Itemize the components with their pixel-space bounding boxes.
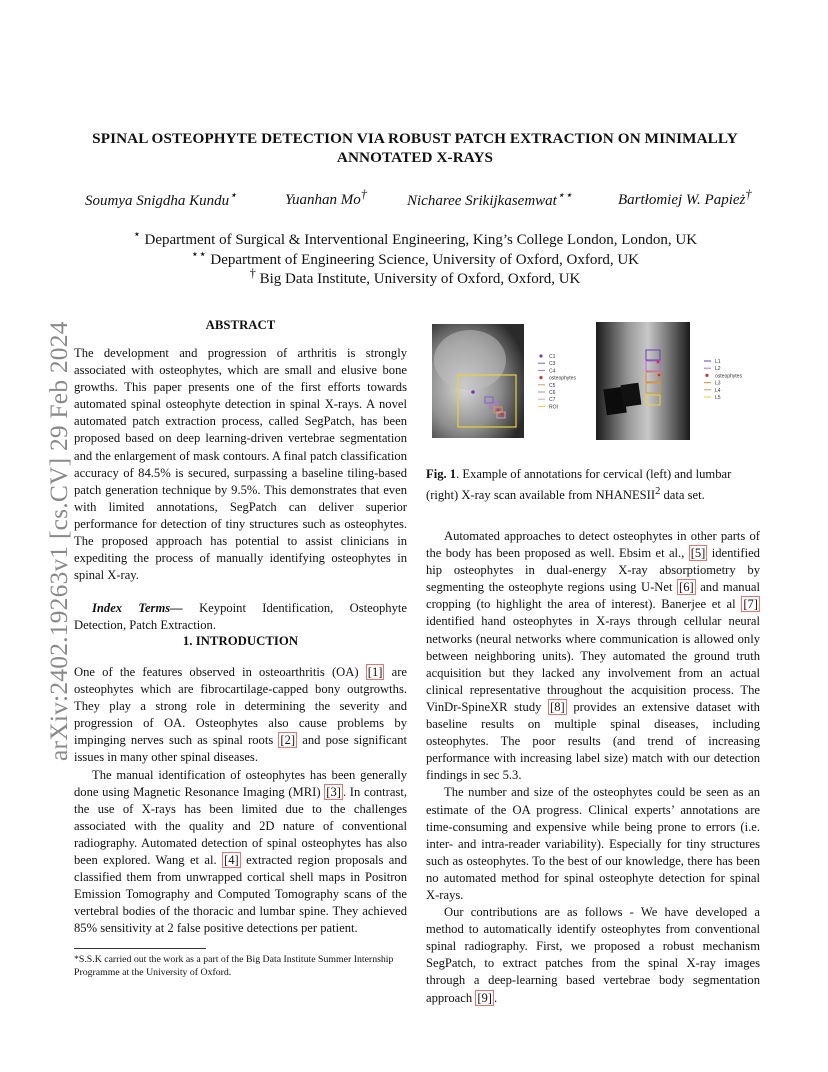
intro-body — [74, 664, 407, 938]
legend-label: L4 — [715, 387, 721, 394]
abstract-body — [74, 345, 407, 635]
legend-swatch — [539, 354, 542, 357]
title-line-1: SPINAL OSTEOPHYTE DETECTION VIA ROBUST PATCH EXTRACTION ON MINIMALLY — [92, 130, 738, 147]
legend-label: L3 — [715, 380, 721, 387]
legend-label: L1 — [715, 359, 721, 365]
citation-link[interactable]: [4] — [224, 853, 239, 868]
arxiv-stamp — [18, 283, 73, 761]
abstract-text: The development and progression of arthritis is strongly associated with osteophytes, which are small and elusive bone growths. This paper presents one of the first efforts towards automated spinal osteophyte detection in spinal X-rays. A novel automated patch extraction process, called SegPatch, has been proposed based on deep learning-driven vertebrae segmentation and the enlargement of mask contours. A final patch classification accuracy of 84.5% is secured, surpassing a baseline tiling-based patch generation technique by 9.5%. This demonstrates that even with limited annotations, SegPatch can deliver superior performance for detection of tiny structures such as osteophytes. The proposed approach has potential to assist clinicians in expediting the process of manually identifying osteophytes in spinal X-ray. — [74, 346, 407, 583]
intro-paragraph-2: The manual identification of osteophytes has been generally done using Magnetic Resonance Imaging (MRI) [3] . In contrast, the use of X-rays has been limited due to the challenges associated with the quality and 2D nature of conventional radiography. Automated detection of spinal osteophytes has also been explored. Wang et al. [4] extracted region proposals and classified them from unwrapped cortical shell maps in Positron Emission Tomography and Computed Tomography scans of the vertebral bodies of the thoracic and lumbar spine. They achieved 85% sensitivity at 2 false positive detections per patient. — [74, 767, 407, 936]
citation-link[interactable]: [6] — [679, 580, 694, 595]
legend-label: L2 — [715, 366, 721, 373]
legend-swatch — [705, 374, 708, 377]
citation-link[interactable]: [2] — [280, 733, 296, 748]
lumbar-legend — [704, 359, 742, 401]
affiliation-2: ⋆⋆ Department of Engineering Science, University of Oxford, Oxford, UK — [190, 247, 640, 268]
legend-label: C3 — [549, 361, 556, 368]
citation-link[interactable]: [8] — [550, 699, 565, 714]
arxiv-identifier: arXiv:2402.19263v1 [cs.CV] 29 Feb 2024 — [44, 321, 73, 761]
footnote: *S.S.K carried out the work as a part of the Big Data Institute Summer Internship Programme at the University of Oxford. — [74, 954, 394, 978]
affiliation-3: † Big Data Institute, University of Oxford, Oxford, UK — [249, 266, 581, 287]
legend-label: C7 — [549, 397, 556, 404]
citation-link[interactable]: [5] — [690, 546, 706, 561]
cervical-legend — [538, 354, 576, 410]
intro-heading: 1. INTRODUCTION — [182, 634, 299, 648]
author-3: Nicharee Srikijkasemwat⋆⋆ — [407, 188, 573, 209]
intro-paragraph-1: One of the features observed in osteoarthritis (OA) [1] are osteophytes which are fibrocartilage-capped bony outgrowths. They play a strong role in determining the severity and progression of OA. Osteophytes also cause problems by impinging nerves such as spinal roots [2] and pose significant issues in many other spinal diseases. — [74, 665, 407, 765]
legend-label: ROI — [549, 404, 558, 411]
author-1: Soumya Snigdha Kundu⋆ — [85, 188, 237, 209]
affiliation-1: ⋆ Department of Surgical & Interventional Engineering, King’s College London, London, UK — [132, 227, 698, 248]
citation-link[interactable]: [9] — [477, 990, 492, 1005]
legend-label: C1 — [549, 354, 556, 360]
legend-label: L5 — [715, 395, 721, 401]
legend-label: osteophytes — [715, 373, 742, 380]
footnote-rule — [74, 948, 206, 949]
index-terms: Index Terms— Keypoint Identification, Osteophyte Detection, Patch Extraction. — [74, 601, 407, 633]
legend-label: C6 — [549, 390, 556, 396]
figure-1-caption: Fig. 1. Example of annotations for cervical (left) and lumbar (right) X-ray scan available from NHANESII$^2$ data set. — [426, 467, 732, 503]
title-line-2: ANNOTATED X-RAYS — [336, 149, 494, 166]
right-paragraph-3: Our contributions are as follows - We have developed a method to automatically identify osteophytes from conventional spinal radiography. First, we proposed a robust mechanism SegPatch, to extract patches from the spinal X-ray images through a deep-learning based vertebrae body segmentation approach [9] . — [426, 905, 760, 1005]
citation-link[interactable]: [7] — [743, 597, 758, 612]
legend-label: C4 — [549, 368, 556, 375]
right-column-body — [426, 528, 760, 1007]
citation-link[interactable]: [3] — [326, 784, 341, 799]
legend-swatch — [539, 376, 542, 379]
author-4: Bartłomiej W. Papież† — [618, 187, 752, 208]
legend-label: C5 — [549, 382, 556, 389]
citation-link[interactable]: [1] — [367, 665, 383, 679]
author-list — [70, 187, 770, 209]
figure-1-images — [430, 320, 760, 444]
right-paragraph-1: Automated approaches to detect osteophytes in other parts of the body has been proposed as well. Ebsim et al., [5] identified hip osteophytes in dual-energy X-ray absorptiometry by segmenting the osteophyte regions using U-Net [6] and manual cropping (to highlight the area of interest). Banerjee et al [7] identified hand osteophytes in X-rays through cellular neural networks (neural networks where communication is allowed only between neighboring units). They automated the ground truth acquisition but they lacked any involvement from an actual clinical representative throughout the acquisition process. The VinDr-SpineXR study [8] provides an extensive dataset with baseline results on multiple spinal diseases, including osteophytes. The poor results (and trend of increasing performance with increasing label size) match with our detection findings in sec 5.3. — [426, 529, 760, 783]
paper-title — [70, 129, 760, 167]
author-2: Yuanhan Mo† — [285, 187, 367, 208]
cervical-xray-image — [432, 324, 524, 438]
right-paragraph-2: The number and size of the osteophytes could be seen as an estimate of the OA progress. Clinical experts’ annotations are time-consuming and expensive while being prone to errors (i.e. inter- and intra-reader variability). Especially for tiny structures such as osteophytes. To the best of our knowledge, there has been no automated method for spinal osteophyte detection for spinal X-rays. — [426, 785, 760, 902]
legend-label: osteophytes — [549, 375, 576, 382]
figure-1 — [430, 320, 760, 444]
abstract-heading: ABSTRACT — [205, 318, 276, 332]
lumbar-xray-image — [596, 322, 690, 440]
